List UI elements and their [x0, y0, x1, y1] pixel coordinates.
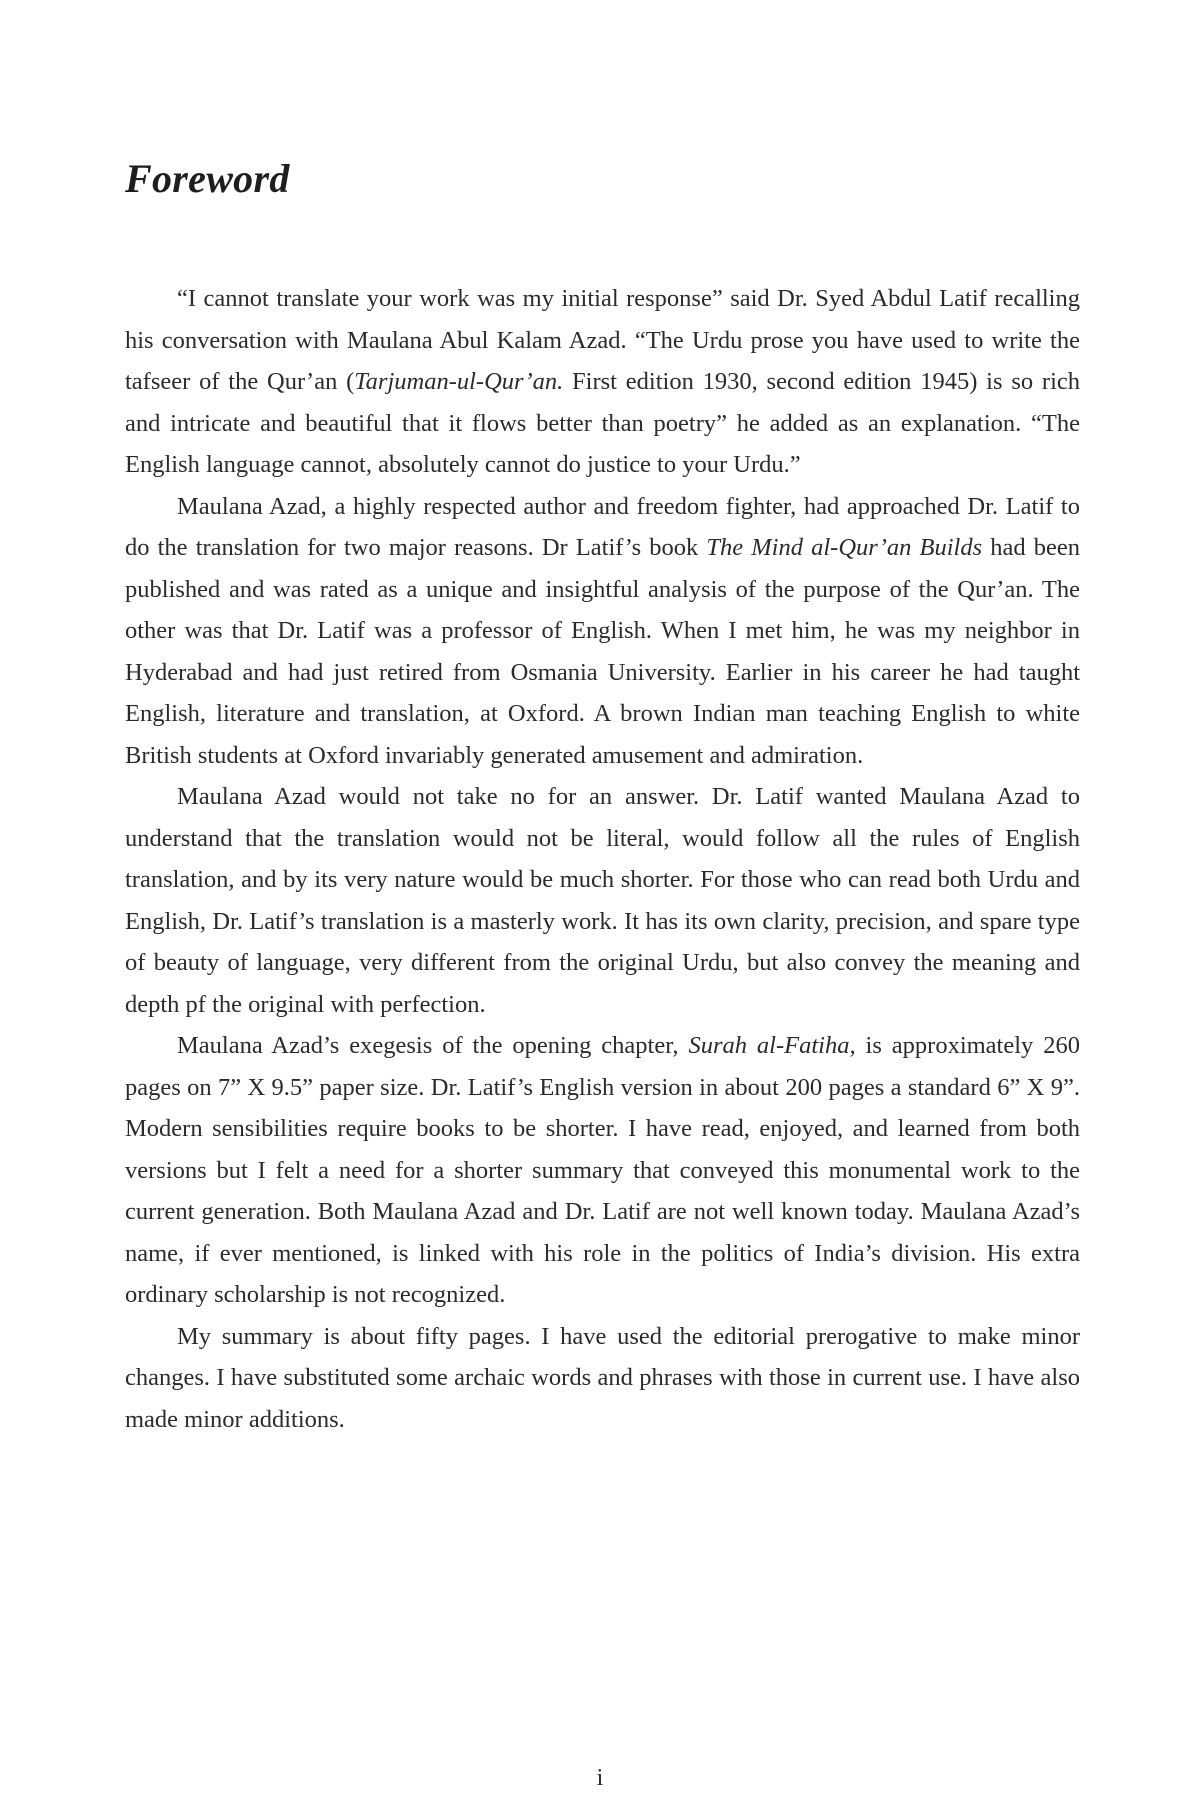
text-run: Maulana Azad would not take no for an answer. Dr. Latif wanted Maulana Azad to understand that the translation would not be literal, would follow all the rules of English translation, and by its very nature would be much shorter. For those who can read both Urdu and English, Dr. Latif’s translation is a masterly work. It has its own clarity, precision, and spare type of beauty of language, very different from the original Urdu, but also convey the meaning and depth pf the original with perfection. — [125, 783, 1080, 1018]
text-run: is approximately 260 pages on 7” X 9.5” paper size. Dr. Latif’s English version in about 200 pages a standard 6” X 9”. Modern sensibilities require books to be shorter. I have read, enjoyed, and learned from both versions but I felt a need for a shorter summary that conveyed this monumental work to the current generation. Both Maulana Azad and Dr. Latif are not well known today. Maulana Azad’s name, if ever mentioned, is linked with his role in the politics of India’s division. His extra ordinary scholarship is not recognized. — [125, 1032, 1080, 1308]
chapter-name-italic: Surah al-Fatiha, — [688, 1032, 856, 1059]
paragraph-5 — [125, 1316, 1080, 1441]
text-run: Maulana Azad, a highly respected author and freedom fighter, had approached Dr. Latif to do the translation for two major reasons. Dr Latif’s book — [125, 492, 1080, 561]
text-run: Maulana Azad’s exegesis of the opening chapter, — [177, 1032, 689, 1059]
paragraph-2 — [125, 486, 1080, 777]
paragraph-1 — [125, 278, 1080, 486]
book-title-italic: Tarjuman-ul-Qur’an. — [354, 368, 564, 395]
paragraph-4 — [125, 1025, 1080, 1316]
page-number: i — [596, 1765, 604, 1791]
text-run: “I cannot translate your work was my initial response” said Dr. Syed Abdul Latif recalling his conversation with Maulana Abul Kalam Azad. “The Urdu prose you have used to write the tafseer of the Qur’an ( — [125, 285, 1080, 395]
book-title-italic: The Mind al-Qur’an Builds — [706, 534, 983, 561]
paragraph-3 — [125, 776, 1080, 1025]
page-title: Foreword — [125, 156, 290, 201]
foreword-body — [125, 278, 1080, 1440]
text-run: My summary is about fifty pages. I have used the editorial prerogative to make minor changes. I have substituted some archaic words and phrases with those in current use. I have also made minor additions. — [125, 1322, 1080, 1433]
text-run: had been published and was rated as a unique and insightful analysis of the purpose of the Qur’an. The other was that Dr. Latif was a professor of English. When I met him, he was my neighbor in Hyderabad and had just retired from Osmania University. Earlier in his career he had taught English, literature and translation, at Oxford. A brown Indian man teaching English to white British students at Oxford invariably generated amusement and admiration. — [125, 534, 1080, 769]
text-run: First edition 1930, second edition 1945) is so rich and intricate and beautiful that it flows better than poetry” he added as an explanation. “The English language cannot, absolutely cannot do justice to your Urdu.” — [125, 368, 1080, 478]
